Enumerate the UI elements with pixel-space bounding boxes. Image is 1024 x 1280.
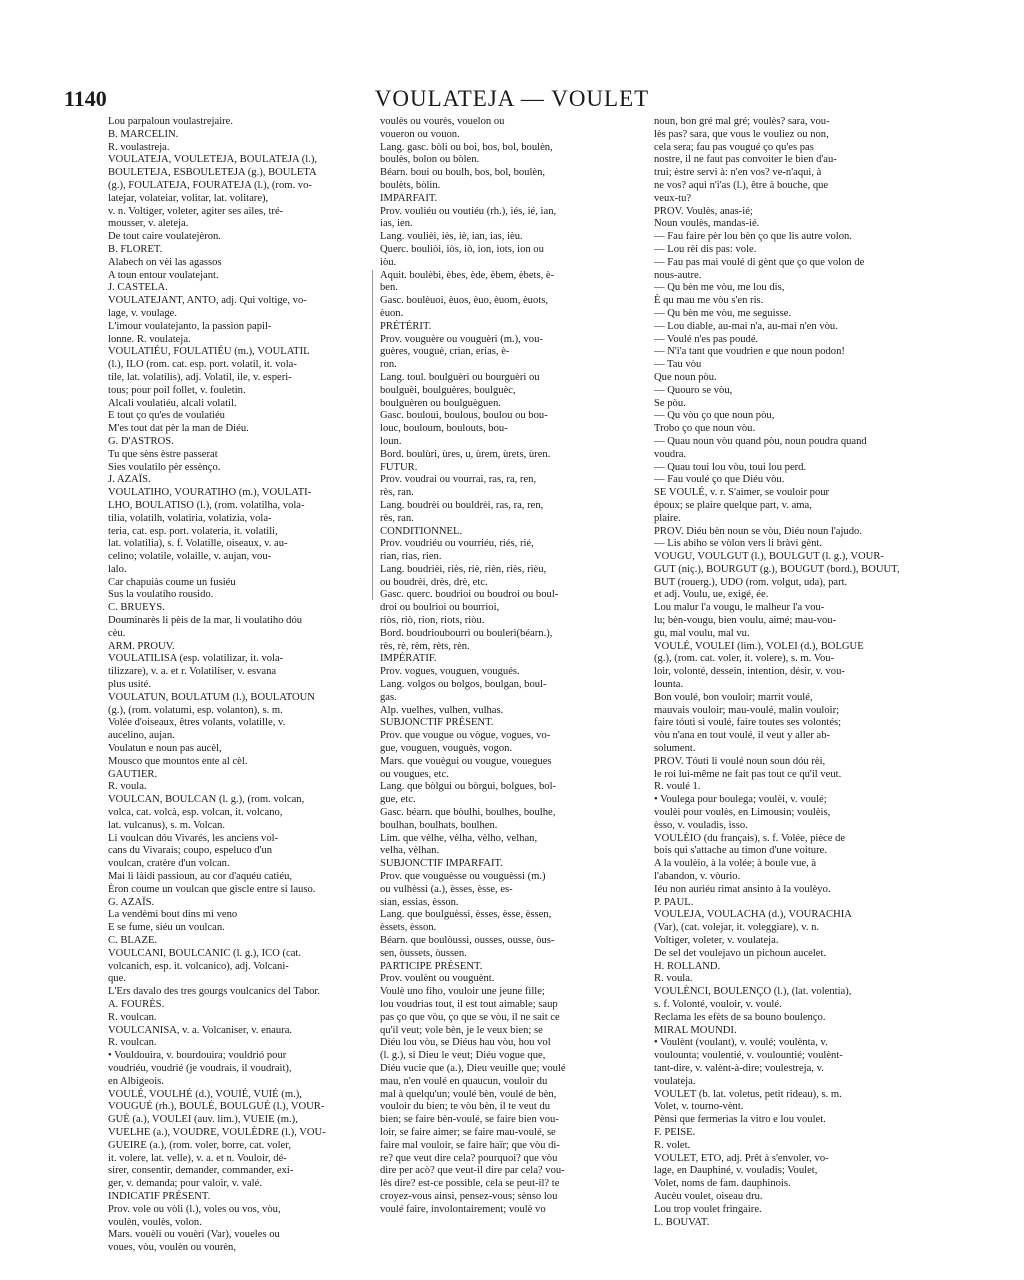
text-line: que.: [108, 973, 126, 985]
text-line: A toun entour voulatejant.: [108, 269, 219, 281]
text-line: IMPÉRATIF.: [380, 653, 437, 665]
text-line: A. FOURÈS.: [108, 998, 165, 1010]
text-line: Que noun pòu.: [654, 371, 717, 383]
text-line: VOULCANI, BOULCANIC (l. g.), ICO (cat.: [108, 947, 302, 959]
text-line: ger, v. demanda; pour valoir, v. valé.: [108, 1178, 262, 1190]
text-line: MIRAL MOUNDI.: [654, 1024, 737, 1036]
text-line: B. MARCELIN.: [108, 128, 179, 140]
text-line: èssets, èsson.: [380, 922, 437, 934]
text-line: — Fau faire pèr lou bèn ço que lis autre volon.: [654, 231, 852, 243]
text-line: B. FLORET.: [108, 243, 163, 255]
text-line: J. AZAÏS.: [108, 474, 151, 486]
text-line: Béarn. boui ou boulh, bos, bol, boulèn,: [380, 167, 546, 179]
text-line: tile, lat. volatilis), adj. Volatil, ile, v. esperi-: [108, 371, 292, 383]
text-line: Sies voulatilo pèr essènço.: [108, 461, 221, 473]
text-line: Prov. voudriéu ou vourriéu, riés, rié,: [380, 538, 534, 550]
text-line: Prov. que vouguèsse ou vouguèssi (m.): [380, 871, 546, 883]
text-line: C. BLAZE.: [108, 935, 158, 946]
text-line: Prov. vole ou vòli (l.), voles ou vos, vòu,: [108, 1203, 281, 1215]
text-line: VOULEJA, VOULACHA (d.), VOURACHIA: [654, 909, 852, 921]
text-line: (l. g.), si Dieu le veut; Diéu vogue que,: [380, 1050, 546, 1062]
text-line: — Fau pas mai voulé di gènt que ço que volon de: [654, 256, 865, 268]
text-line: Querc. bouliòi, iòs, iò, ion, iots, ion ou: [380, 243, 544, 255]
text-line: SUBJONCTIF IMPARFAIT.: [380, 858, 503, 870]
text-line: mousser, v. aleteja.: [108, 218, 189, 230]
page-number: 1140: [64, 86, 107, 111]
text-line: Se pòu.: [654, 397, 686, 409]
text-line: voulèn, voulès, volon.: [108, 1216, 202, 1228]
text-line: loun.: [380, 435, 402, 447]
text-line: • Voulènt (voulant), v. voulé; voulènta, v.: [654, 1037, 828, 1049]
text-line: VOULATILISA (esp. volatilizar, it. vola-: [108, 653, 284, 665]
text-line: VOULATIHO, VOURATIHO (m.), VOULATI-: [108, 487, 312, 499]
text-line: VOULATEJANT, ANTO, adj. Qui voltige, vo-: [108, 295, 307, 307]
text-line: lalo.: [108, 563, 127, 575]
text-line: v. n. Voltiger, voleter, agiter ses ailes, tré-: [108, 205, 284, 217]
text-line: èsso, v. vouladis, isso.: [654, 819, 748, 831]
text-line: VOULET, ETO, adj. Prêt à s'envoler, vo-: [654, 1152, 829, 1164]
text-line: vòu n'ana en tout voulé, il veut y aller ab-: [654, 730, 831, 742]
text-line: A la voulèio, à la volée; à boule vue, à: [654, 858, 817, 870]
text-line: PARTICIPE PRÉSENT.: [380, 960, 483, 972]
text-line: Aquit. boulèbi, èbes, ède, èbem, èbets, è-: [380, 269, 555, 281]
text-line: Lang. volgos ou bolgos, boulgan, boul-: [380, 679, 547, 691]
text-line: • Voulega pour boulega; voulèi, v. voulé;: [654, 794, 827, 806]
text-line: VOULATEJA, VOULETEJA, BOULATEJA (l.),: [108, 154, 318, 166]
text-line: Reclama les efèts de sa bouno boulenço.: [654, 1011, 826, 1023]
text-line: cela sera; fau pas vougué ço qu'es pas: [654, 141, 814, 153]
text-line: lage, v. voulage.: [108, 307, 178, 319]
text-line: Volet, noms de fam. dauphinois.: [654, 1178, 791, 1190]
running-head: VOULATEJA — VOULET: [374, 86, 650, 111]
text-line: Sus la voulatiho rousido.: [108, 589, 214, 601]
text-line: GUT (niç.), BOURGUT (g.), BOUGUT (bord.), BOUUT,: [654, 563, 900, 575]
text-line: lat. vulcanus), s. m. Volcan.: [108, 819, 226, 831]
text-line: Trobo ço que noun vòu.: [654, 423, 756, 435]
text-line: SUBJONCTIF PRÉSENT.: [380, 717, 494, 729]
text-line: voulé faire, involontairement; voulè vo: [380, 1203, 546, 1215]
text-line: tous; pour poil follet, v. fouletin.: [108, 384, 246, 396]
text-line: — Fau voulé ço que Diéu vòu.: [654, 474, 785, 486]
text-line: qu'il veut; vole bèn, je le veux bien; se: [380, 1024, 543, 1036]
text-line: GUÉ (a.), VOULEI (auv. lim.), VUEIE (m.),: [108, 1114, 298, 1126]
text-line: F. PEISE.: [654, 1126, 696, 1138]
text-line: G. AZAÏS.: [108, 896, 155, 908]
text-line: GUEIRE (a.), (rom. voler, borre, cat. voler,: [108, 1139, 292, 1151]
text-line: en Albigeois.: [108, 1075, 164, 1087]
text-line: lat. volatilia), s. f. Volatille, oiseaux, v. au-: [108, 538, 288, 550]
text-line: Aucèu voulet, oiseau dru.: [654, 1190, 763, 1202]
text-line: Mars. que vouègui ou vougue, vouegues: [380, 755, 552, 767]
text-line: trui; èstre servi à: n'en vos? ve-n'aqui, à: [654, 167, 822, 179]
text-line: VOULCANISA, v. a. Volcaniser, v. enaura.: [108, 1024, 293, 1036]
text-line: ias, ien.: [380, 218, 413, 230]
text-line: Bon voulé, bon vouloir; marrit voulé,: [654, 691, 813, 703]
text-line: (l.), ILO (rom. cat. esp. port. volatil, it. vola-: [108, 359, 297, 371]
text-line: PRÉTÉRIT.: [380, 320, 432, 332]
text-line: — N'i'a tant que voudrien e que noun podon!: [654, 346, 845, 358]
text-line: re? que veut dire cela? pourquoi? que vòu: [380, 1152, 558, 1164]
text-line: tilia, volatilh, volatiria, volatizia, vola-: [108, 512, 272, 524]
text-line: È qu mau me vòu s'en ris.: [654, 295, 764, 307]
text-line: Iéu non auriéu rimat ansinto à la voulèyo.: [654, 883, 831, 895]
text-line: lu; bèn-vougu, bien voulu, aimé; mau-vou-: [654, 615, 837, 627]
text-line: PROV. Voulès, anas-ié;: [654, 205, 753, 217]
text-line: — Qu bèn me vòu, me lou dis,: [654, 282, 785, 294]
text-line: nous-autre.: [654, 269, 702, 281]
text-line: lès pas? sara, que vous le vouliez ou non,: [654, 128, 829, 140]
text-line: voues, vòu, voulèn ou vourèn,: [108, 1242, 236, 1254]
text-line: Mars. vouèli ou vouèri (Var), voueles ou: [108, 1229, 280, 1241]
text-line: Lang. boudrèi ou bouldrèi, ras, ra, ren,: [380, 499, 544, 511]
text-line: BUT (rouerg.), UDO (rom. volgut, uda), part.: [654, 576, 848, 588]
text-line: Lou trop voulet fringaire.: [654, 1203, 762, 1215]
text-line: Noun voulès, mandas-ié.: [654, 218, 760, 230]
column-right: [654, 116, 920, 1226]
text-line: volca, cat. volcà, esp. volcan, it. volcano,: [108, 807, 283, 819]
text-line: VOULATUN, BOULATUM (l.), BOULATOUN: [108, 691, 315, 703]
text-line: E tout ço qu'es de voulatiéu: [108, 410, 225, 422]
text-line: bien; se faire bèn-voulé, se faire bien vou-: [380, 1114, 559, 1126]
text-line: voulounta; voulentié, v. voulountié; voulènt-: [654, 1050, 843, 1062]
text-line: lonne. R. voulateja.: [108, 333, 191, 345]
text-line: Prov. vogues, vouguen, vougués.: [380, 666, 520, 678]
text-line: — Tau vòu: [654, 359, 702, 371]
text-line: Voltiger, voleter, v. voulateja.: [654, 935, 779, 946]
text-line: — Lou diable, au-mai n'a, au-mai n'en vòu.: [654, 320, 838, 332]
text-line: VOULÈIO (du français), s. f. Volée, pièce de: [654, 832, 846, 844]
text-line: mal à quelqu'un; voulé bèn, voulé de bèn,: [380, 1088, 557, 1100]
text-line: faire tóuti si voulé, faire toutes ses volontés;: [654, 717, 842, 729]
text-line: INDICATIF PRÉSENT.: [108, 1190, 211, 1202]
text-line: CONDITIONNEL.: [380, 525, 463, 537]
text-line: Èron coume un voulcan que giscle entre si lauso.: [108, 883, 316, 895]
text-line: — Quau noun vòu quand pòu, noun poudra quand: [654, 435, 867, 447]
text-line: Prov. vouguère ou vouguèri (m.), vou-: [380, 333, 543, 345]
text-line: Lou parpaloun voulastrejaire.: [108, 116, 234, 127]
text-line: Lang. toul. boulguèri ou bourguèri ou: [380, 371, 540, 383]
text-line: E se fume, siéu un voulcan.: [108, 922, 225, 934]
text-line: rès, rè, rèm, rèts, rèn.: [380, 640, 470, 652]
text-line: VOULCAN, BOULCAN (l. g.), (rom. volcan,: [108, 794, 305, 806]
text-line: FUTUR.: [380, 461, 418, 473]
text-line: èuon.: [380, 307, 404, 319]
text-line: P. PAUL.: [654, 896, 694, 908]
text-line: C. BRUEYS.: [108, 602, 165, 614]
text-line: Lang. voulièi, iès, iè, ian, ias, ièu.: [380, 231, 523, 243]
text-line: Prov. que vougue ou vògue, vogues, vo-: [380, 730, 551, 742]
text-line: mau, n'en voulé en quaucun, vouloir du: [380, 1075, 548, 1087]
text-line: l'abandon, v. vòurio.: [654, 871, 741, 883]
text-line: VOULATIÉU, FOULATIÉU (m.), VOULATIL: [108, 346, 310, 358]
text-line: — Voulé n'es pas poudé.: [654, 333, 759, 345]
text-line: velha, vèlhan.: [380, 845, 440, 857]
text-line: veux-tu?: [654, 192, 692, 204]
text-line: (Var), (cat. volejar, it. voleggiare), v. n.: [654, 922, 820, 934]
text-line: lounta.: [654, 679, 684, 691]
text-line: Alp. vuelhes, vulhen, vulhas.: [380, 704, 504, 716]
text-line: Mousco que mountos ente al cèl.: [108, 755, 248, 767]
text-line: IMPARFAIT.: [380, 192, 438, 204]
text-line: L. BOUVAT.: [654, 1216, 710, 1228]
text-line: PROV. Diéu bèn noun se vòu, Diéu noun l'ajudo.: [654, 525, 862, 537]
text-line: ou vougues, etc.: [380, 768, 449, 780]
text-line: cans du Vivarais; coupo, espeluco d'un: [108, 845, 273, 857]
text-line: VOULÈNCI, BOULENÇO (l.), (lat. volentia),: [654, 986, 852, 998]
text-line: — Qu vòu ço que noun pòu,: [654, 410, 775, 422]
text-line: (g.), FOULATEJA, FOURATEJA (l.), (rom. vo-: [108, 179, 312, 191]
text-line: Alabech on vèi las agassos: [108, 256, 222, 268]
text-line: sian, essias, èsson.: [380, 896, 459, 908]
text-line: voudriéu, voudrié (je voudrais, il voudrait),: [108, 1062, 292, 1074]
text-line: Voulè uno fiho, vouloir une jeune fille;: [380, 986, 545, 998]
text-line: — Lis abiho se vòlon vers li bràvi gènt.: [654, 538, 822, 550]
text-line: GAUTIER.: [108, 768, 158, 780]
text-line: Lang. boudrièi, riès, riè, rièn, riès, rièu,: [380, 563, 547, 575]
text-line: et adj. Voulu, ue, exigé, ée.: [654, 589, 769, 601]
text-line: Gasc. bouloui, boulous, boulou ou bou-: [380, 410, 548, 422]
text-line: De tout caire voulatejèron.: [108, 231, 221, 243]
text-line: Bord. boulùri, ùres, u, ùrem, ùrets, ùren.: [380, 448, 551, 460]
text-line: époux; se plaire quelque part, v. ama,: [654, 499, 812, 511]
text-line: M'es tout dat pèr la man de Diéu.: [108, 423, 249, 435]
text-line: Béarn. que boulòussi, ousses, ousse, òus-: [380, 935, 555, 946]
text-line: s. f. Volonté, vouloir, v. voulé.: [654, 998, 782, 1010]
text-line: gu, mal voulu, mal vu.: [654, 627, 750, 639]
text-line: voulateja.: [654, 1075, 696, 1087]
text-line: R. voula.: [654, 973, 693, 985]
text-line: Lim. que vèlhe, vèlha, vèlho, velhan,: [380, 832, 538, 844]
text-line: Tu que sèns èstre passerat: [108, 448, 218, 460]
text-line: H. ROLLAND.: [654, 960, 721, 972]
text-line: Pènsi que fermerias la vitro e lou voulet.: [654, 1114, 826, 1126]
text-line: ben.: [380, 282, 398, 294]
text-line: Li voulcan dóu Vivarés, les anciens vol-: [108, 832, 279, 844]
text-line: VOUGUÉ (rh.), BOULÉ, BOULGUÉ (l.), VOUR-: [108, 1101, 325, 1113]
text-line: Prov. vouliéu ou voutiéu (rh.), iés, ié, ian,: [380, 205, 557, 217]
text-line: plus usité.: [108, 679, 151, 691]
text-line: Alcali voulatiéu, alcali volatil.: [108, 397, 237, 409]
text-line: volcanich, esp. it. volcanico), adj. Volcani-: [108, 960, 289, 972]
text-line: VOULÉ, VOULHÉ (d.), VOUIÉ, VUIÉ (m.),: [108, 1088, 302, 1100]
text-line: sirer, consentir, demander, commander, exi-: [108, 1165, 294, 1177]
text-line: nostre, il ne faut pas convoiter le bien d'au-: [654, 154, 837, 166]
text-line: rian, rias, rien.: [380, 551, 442, 563]
text-line: rès, ran.: [380, 512, 414, 524]
text-line: R. volet.: [654, 1139, 691, 1151]
text-line: boulèts, bòlin.: [380, 179, 441, 191]
text-line: — Quouro se vòu,: [654, 384, 733, 396]
text-line: guères, vouguè, crian, erias, è-: [380, 346, 510, 358]
text-line: rès, ran.: [380, 487, 414, 499]
text-line: riòs, riò, rion, riots, riòu.: [380, 615, 485, 627]
text-line: voueron ou vouon.: [380, 128, 460, 140]
text-line: boulhan, boulhats, boulhen.: [380, 819, 498, 831]
text-line: gue, vouguen, vouguès, vogon.: [380, 743, 513, 755]
text-line: Douminarès li pèis de la mar, li voulatiho dóu: [108, 615, 303, 627]
text-line: PROV. Tóuti li voulé noun soun dóu rèi,: [654, 755, 826, 767]
text-line: SE VOULÉ, v. r. S'aimer, se vouloir pour: [654, 487, 830, 499]
text-line: Lou malur l'a vougu, le malheur l'a vou-: [654, 602, 825, 614]
text-line: VOULET (b. lat. voletus, petit rideau), s. m.: [654, 1088, 842, 1100]
text-line: iòu.: [380, 256, 397, 268]
text-line: boulès, bolon ou bòlen.: [380, 154, 480, 166]
text-line: tant-dire, v. valènt-à-dire; voulestreja, v.: [654, 1062, 824, 1074]
text-line: boulguèren ou boulguèguen.: [380, 397, 501, 409]
text-line: L'Ers davalo des tres gourgs voulcanics del Tabor.: [108, 986, 321, 998]
text-line: louc, bouloum, boulouts, bou-: [380, 423, 508, 435]
text-line: tilizzare), v. a. et r. Volatiliser, v. esvana: [108, 666, 277, 678]
text-line: Gasc. boulèuoi, èuos, èuo, èuom, èuots,: [380, 295, 548, 307]
text-line: bois qui s'attache au timon d'une voiture.: [654, 845, 827, 857]
text-line: Mai li làidi passioun, au cor d'aquéu catiéu,: [108, 871, 293, 883]
text-line: loir, volonté, dessein, intention, désir, v. vou-: [654, 666, 845, 678]
text-line: R. voulastreja.: [108, 141, 170, 153]
text-line: le roi lui-même ne fait pas tout ce qu'il veut.: [654, 768, 842, 780]
text-line: voulès ou vourès, vouelon ou: [380, 116, 505, 127]
text-line: ron.: [380, 359, 397, 371]
text-line: ne vos? aqui n'i'as (l.), être à bouche, que: [654, 179, 829, 191]
text-line: LHO, BOULATISO (l.), (rom. volatilha, vola-: [108, 499, 305, 511]
text-line: ou boudrèi, drès, drè, etc.: [380, 576, 488, 588]
text-line: BOULETEJA, ESBOULETEJA (g.), BOULETA: [108, 167, 317, 179]
text-line: celino; volatile, volaille, v. aujan, vou-: [108, 551, 272, 563]
text-line: De sel det voulejavo un pichoun aucelet.: [654, 947, 827, 959]
text-line: L'imour voulatejanto, la passion papil-: [108, 320, 272, 332]
text-line: R. voulé 1.: [654, 781, 701, 793]
text-line: Prov. voulènt ou vouguènt.: [380, 973, 495, 985]
text-line: croyez-vous ainsi, pensez-vous; sènso lou: [380, 1190, 558, 1202]
text-line: Car chapuiàs coume un fusiéu: [108, 576, 236, 588]
text-line: teria, cat. esp. port. volateria, it. volatili,: [108, 525, 278, 537]
text-line: cèu.: [108, 627, 126, 639]
text-line: it. volere, lat. velle), v. a. et n. Vouloir, dé-: [108, 1152, 287, 1164]
text-line: vouloir du bien; te vòu bèn, il te veut du: [380, 1101, 551, 1113]
text-line: lage, en Dauphiné, v. vouladis; Voulet,: [654, 1165, 818, 1177]
text-line: lou voudrias tout, il est tout aimable; saup: [380, 998, 558, 1010]
text-line: VOUGU, VOULGUT (l.), BOULGUT (l. g.), VOUR-: [654, 551, 884, 563]
text-line: VUELHE (a.), VOUDRE, VOULÈDRE (l.), VOU-: [108, 1126, 326, 1138]
text-line: Diéu lou vòu, se Diéus hau vòu, hou vol: [380, 1037, 551, 1049]
text-line: Gasc. béarn. que bòulhi, boulhes, boulhe,: [380, 807, 556, 819]
text-line: voulèi pour voulès, en Limousin; voulèis,: [654, 807, 831, 819]
text-line: • Vouldouira, v. bourdouira; vouldrió pour: [108, 1050, 287, 1062]
text-line: latejar, volateiar, volitar, lat. volitare),: [108, 192, 269, 204]
text-line: ou vulhèssi (a.), èsses, èsse, es-: [380, 883, 513, 895]
text-line: ARM. PROUV.: [108, 640, 175, 652]
text-line: lès dire? est-ce possible, cela se peut-il? te: [380, 1178, 560, 1190]
text-line: J. CASTELA.: [108, 282, 168, 294]
column-rule: [372, 270, 373, 600]
text-line: (g.), (rom. cat. voler, it. volere), s. m. Vou-: [654, 653, 835, 665]
text-line: noun, bon gré mal gré; voulès? sara, vou-: [654, 116, 830, 127]
text-line: R. voulcan.: [108, 1037, 157, 1049]
text-line: faire mal vouloir, se faire haïr; que vòu di-: [380, 1139, 560, 1151]
text-line: — Qu bèn me vòu, me seguisse.: [654, 307, 792, 319]
text-line: Lang. que bòlgui ou bòrgui, bolgues, bol-: [380, 781, 557, 793]
text-line: — Quau toui lou vòu, toui lou perd.: [654, 461, 807, 473]
text-line: La vendèmi bout dins mi veno: [108, 909, 238, 921]
text-line: voulcan, cratère d'un volcan.: [108, 858, 230, 870]
text-line: sen, òussets, òussen.: [380, 947, 467, 959]
text-line: dire per acò? que veut-il dire par cela? vou-: [380, 1165, 565, 1177]
text-line: R. voula.: [108, 781, 147, 793]
text-line: Voulatun e noun pas aucèl,: [108, 743, 222, 755]
text-line: Diéu vucie que (a.), Dieu veuille que; voulé: [380, 1062, 566, 1074]
text-line: VOULÉ, VOULEI (lim.), VOLEI (d.), BOLGUE: [654, 640, 864, 652]
text-line: voudra.: [654, 448, 687, 460]
text-line: Lang. que boulguèssi, èsses, èsse, èssen,: [380, 909, 552, 921]
text-line: G. D'ASTROS.: [108, 435, 174, 447]
text-line: aucelino, aujan.: [108, 730, 175, 742]
text-line: mauvais vouloir; mau-voulé, malin vouloir;: [654, 704, 840, 716]
text-line: solument.: [654, 743, 696, 755]
text-line: R. voulcan.: [108, 1011, 157, 1023]
text-line: (g.), (rom. volatumi, esp. volanton), s. m.: [108, 704, 283, 716]
text-line: droi ou boulrioi ou bourrioi,: [380, 602, 500, 614]
text-line: pas ço que vòu, ço que se vòu, il ne sait ce: [380, 1011, 560, 1023]
text-line: gas.: [380, 691, 397, 703]
text-line: — Lou rèi dis pas: vole.: [654, 243, 757, 255]
column-middle: [380, 116, 642, 1226]
text-line: gue, etc.: [380, 794, 416, 806]
text-line: Gasc. querc. boudrioi ou boudroi ou boul-: [380, 589, 559, 601]
text-line: plaire.: [654, 512, 681, 524]
text-line: Volée d'oiseaux, êtres volants, volatille, v.: [108, 717, 286, 729]
text-line: Volet, v. tourno-vènt.: [654, 1101, 744, 1113]
column-left: [108, 116, 368, 1254]
text-line: loir, se faire aimer; se faire mau-voulé, se: [380, 1126, 556, 1138]
text-line: boulguèi, boulguères, boulguèc,: [380, 384, 516, 396]
text-line: Prov. voudrai ou vourrai, ras, ra, ren,: [380, 474, 537, 486]
text-line: Bord. boudrioubourri ou bouleri(béarn.),: [380, 627, 553, 639]
text-line: Lang. gasc. bòli ou boi, bos, bol, boulèn,: [380, 141, 553, 153]
